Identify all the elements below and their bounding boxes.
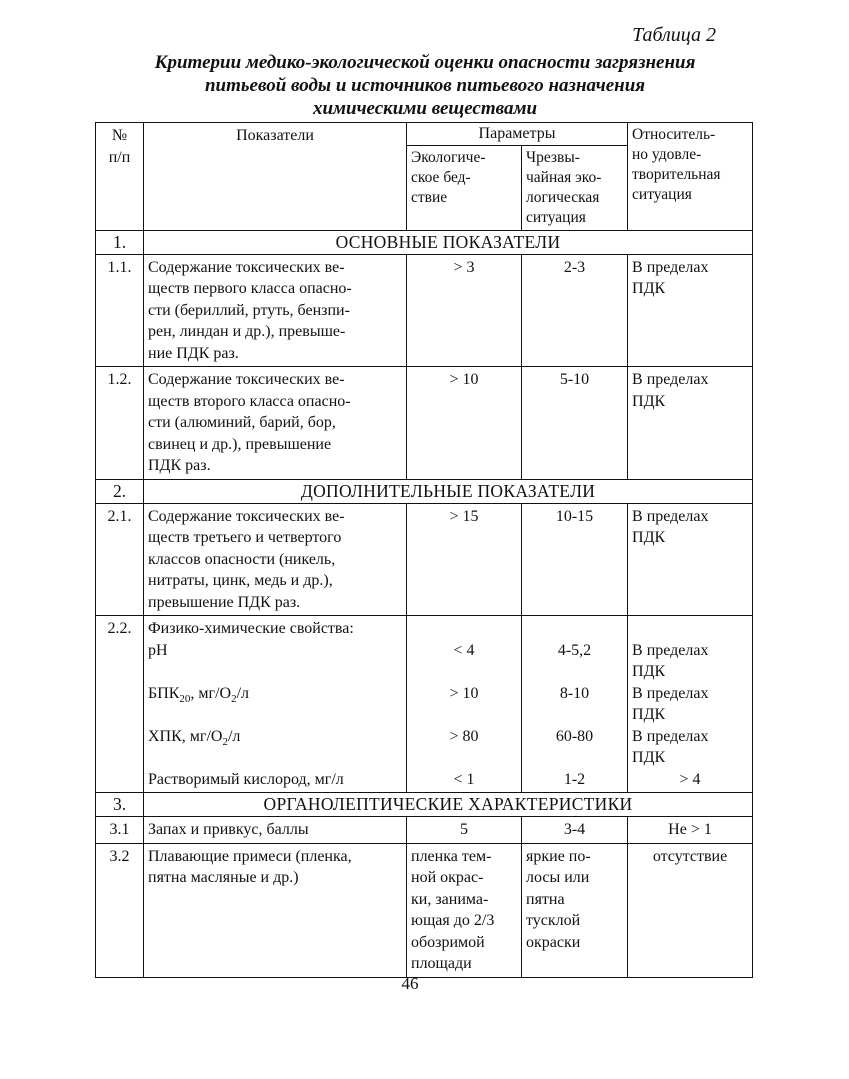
- row-relative-value: В пределах ПДК: [628, 254, 753, 367]
- row-eco-value: > 15: [407, 503, 522, 616]
- table-row: [96, 503, 753, 616]
- row-indicator: Содержание токсических ве- ществ третьего и четвертого классов опасности (никель, нитраты, цинк, медь и др.), превышение ПДК раз.: [144, 503, 407, 616]
- header-num: № п/п: [96, 123, 144, 231]
- row-indicator: Запах и привкус, баллы: [144, 817, 407, 844]
- row-num: 1.1.: [96, 254, 144, 367]
- row-indicator: Содержание токсических ве- ществ первого класса опасно- сти (бериллий, ртуть, бензпи- рен, линдан и др.), превыше- ние ПДК раз.: [144, 254, 407, 367]
- hpk-rest: /л: [227, 727, 241, 745]
- header-emergency: Чрезвы- чайная эко- логическая ситуация: [522, 145, 628, 230]
- relative-hpk: В пределах ПДК: [632, 727, 709, 766]
- criteria-table: [95, 122, 753, 978]
- emergency-hpk: 60-80: [555, 727, 594, 745]
- physchem-label-hpk: [148, 726, 402, 769]
- hpk-main: ХПК, мг/О: [148, 727, 223, 745]
- section-num: 3.: [96, 793, 144, 817]
- header-relative: Относитель- но удовле- творительная ситуация: [628, 123, 753, 231]
- eco-oxygen: < 1: [453, 770, 475, 788]
- row-relative-value: Не > 1: [628, 817, 753, 844]
- row-num: 3.1: [96, 817, 144, 844]
- bpk-main: БПК: [148, 684, 180, 702]
- section-name: ДОПОЛНИТЕЛЬНЫЕ ПОКАЗАТЕЛИ: [144, 479, 753, 503]
- physchem-label-bpk: [148, 683, 402, 726]
- physchem-label-ph: pH: [148, 641, 168, 659]
- section-row: [96, 479, 753, 503]
- physchem-emergency-values: [522, 616, 628, 793]
- section-num: 1.: [96, 230, 144, 254]
- physchem-label-oxygen: Растворимый кислород, мг/л: [148, 770, 344, 788]
- eco-hpk: > 80: [449, 727, 479, 745]
- header-row-1: [96, 123, 753, 146]
- table-row: [96, 843, 753, 977]
- title-line-3: химическими веществами: [312, 98, 538, 119]
- row-indicator: Плавающие примеси (пленка, пятна масляные и др.): [144, 843, 407, 977]
- physchem-eco-values: [407, 616, 522, 793]
- table-label: Таблица 2: [632, 24, 716, 46]
- emergency-ph: 4-5,2: [557, 641, 592, 659]
- row-num: 2.2.: [96, 616, 144, 793]
- row-emergency-value: яркие по- лосы или пятна тусклой окраски: [522, 843, 628, 977]
- table-row: [96, 254, 753, 367]
- section-row: [96, 793, 753, 817]
- row-emergency-value: 5-10: [522, 367, 628, 480]
- title-line-2: питьевой воды и источников питьевого назначения: [204, 75, 646, 96]
- header-indicators: Показатели: [144, 123, 407, 231]
- row-emergency-value: 2-3: [522, 254, 628, 367]
- row-eco-value: > 10: [407, 367, 522, 480]
- row-relative-value: В пределах ПДК: [628, 367, 753, 480]
- bpk-rest: , мг/О: [190, 684, 232, 702]
- header-parameters: Параметры: [407, 123, 628, 146]
- emergency-bpk: 8-10: [559, 684, 590, 702]
- relative-ph: В пределах ПДК: [632, 641, 709, 680]
- table-row: [96, 817, 753, 844]
- row-relative-value: отсутствие: [628, 843, 753, 977]
- row-eco-value: пленка тем- ной окрас- ки, занима- ющая до 2/3 обозримой площади: [407, 843, 522, 977]
- eco-ph: < 4: [453, 641, 475, 659]
- table-title: [60, 51, 790, 120]
- section-num: 2.: [96, 479, 144, 503]
- row-eco-value: 5: [407, 817, 522, 844]
- emergency-oxygen: 1-2: [563, 770, 586, 788]
- row-indicator: Содержание токсических ве- ществ второго класса опасно- сти (алюминий, барий, бор, свинец и др.), превышение ПДК раз.: [144, 367, 407, 480]
- title-line-1: Критерии медико-экологической оценки опасности загрязнения: [154, 52, 696, 73]
- bpk-sub2: 2: [231, 692, 237, 705]
- eco-bpk: > 10: [449, 684, 479, 702]
- section-name: ОРГАНОЛЕПТИЧЕСКИЕ ХАРАКТЕРИСТИКИ: [144, 793, 753, 817]
- row-relative-value: В пределах ПДК: [628, 503, 753, 616]
- row-num: 3.2: [96, 843, 144, 977]
- page-number: 46: [401, 974, 419, 993]
- relative-oxygen: > 4: [679, 770, 701, 788]
- table-row-physchem: [96, 616, 753, 793]
- table-row: [96, 367, 753, 480]
- physchem-labels: [144, 616, 407, 793]
- header-eco-disaster: Экологиче- ское бед- ствие: [407, 145, 522, 230]
- bpk-sub: 20: [179, 692, 191, 705]
- bpk-end: /л: [236, 684, 250, 702]
- row-emergency-value: 10-15: [522, 503, 628, 616]
- relative-bpk: В пределах ПДК: [632, 684, 709, 723]
- section-row: [96, 230, 753, 254]
- physchem-heading: Физико-химические свойства:: [148, 620, 354, 637]
- section-name: ОСНОВНЫЕ ПОКАЗАТЕЛИ: [144, 230, 753, 254]
- row-num: 1.2.: [96, 367, 144, 480]
- row-num: 2.1.: [96, 503, 144, 616]
- physchem-relative-values: [628, 616, 753, 793]
- hpk-sub: 2: [222, 735, 228, 748]
- row-eco-value: > 3: [407, 254, 522, 367]
- row-emergency-value: 3-4: [522, 817, 628, 844]
